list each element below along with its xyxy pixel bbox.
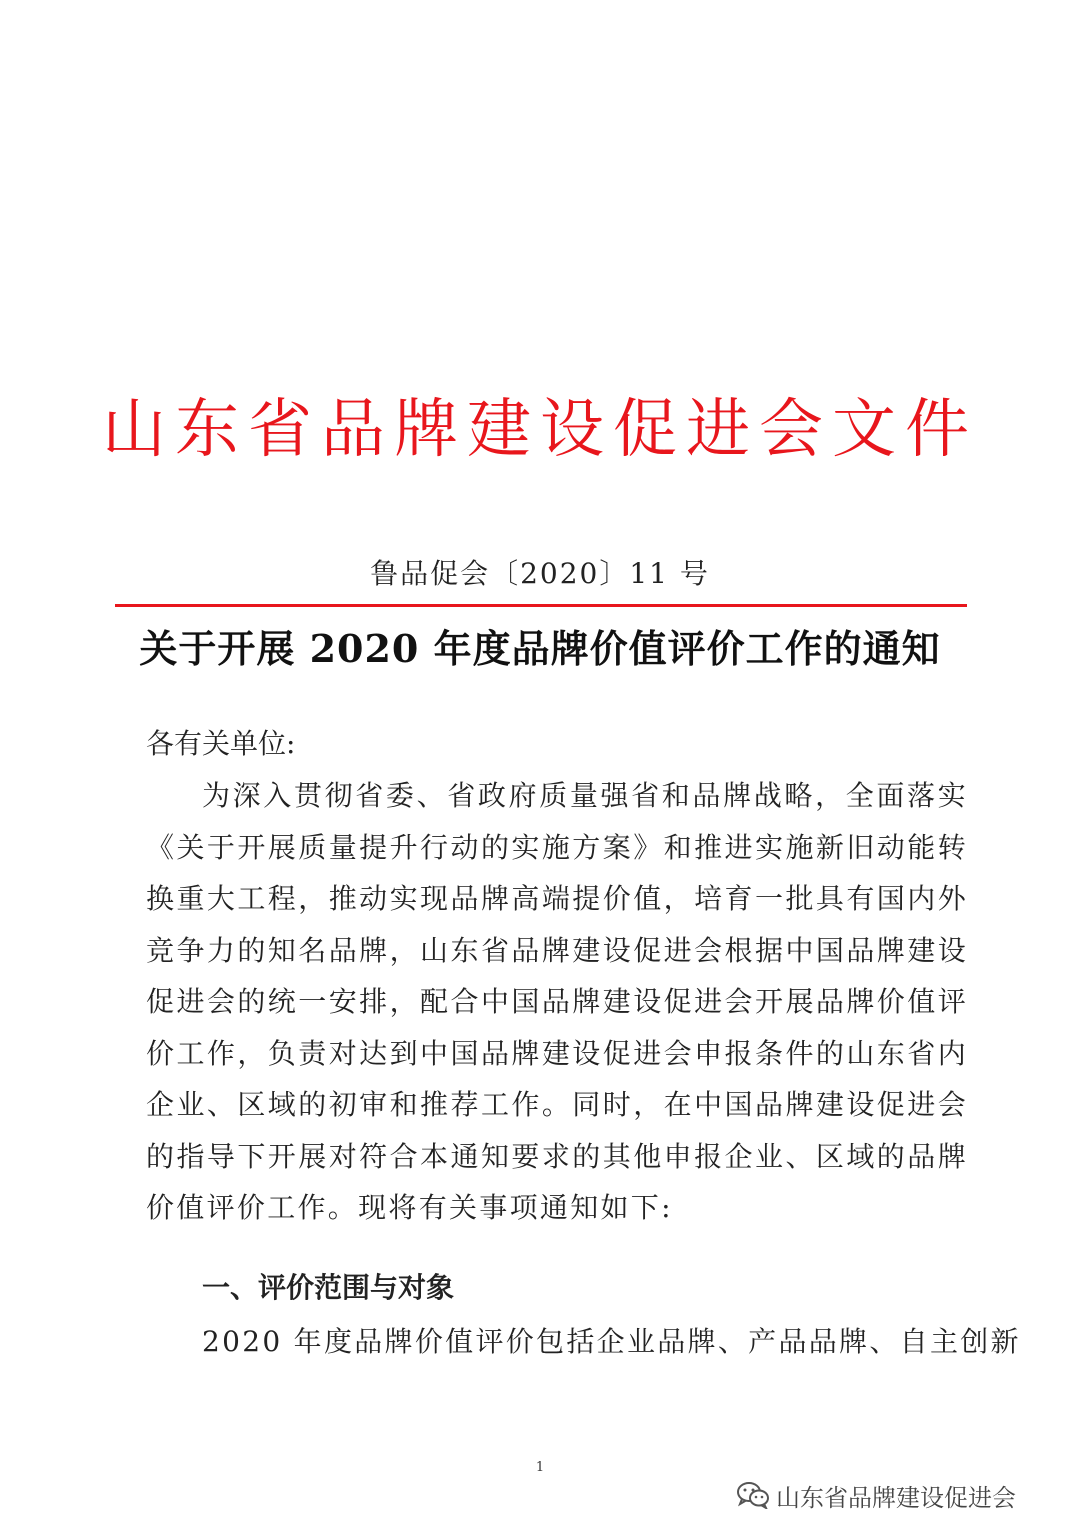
wechat-icon (736, 1481, 770, 1509)
document-title: 关于开展 2020 年度品牌价值评价工作的通知 (139, 626, 941, 671)
red-divider-line (115, 604, 967, 607)
document-number: 鲁品促会〔2020〕11 号 (370, 557, 710, 590)
body-paragraph: 为深入贯彻省委、省政府质量强省和品牌战略，全面落实《关于开展质量提升行动的实施方案》和推进实施新旧动能转换重大工程，推动实现品牌高端提价值，培育一批具有国内外竞争力的知名品牌，山东省品牌建设促进会根据中国品牌建设促进会的统一安排，配合中国品牌建设促进会开展品牌价值评价工作，负责对达到中国品牌建设促进会申报条件的山东省内企业、区域的初审和推荐工作。同时，在中国品牌建设促进会的指导下开展对符合本通知要求的其他申报企业、区域的品牌价值评价工作。现将有关事项通知如下: (146, 779, 968, 1224)
page-number: 1 (535, 1460, 545, 1475)
section-heading: 一、评价范围与对象 (202, 1271, 455, 1304)
org-file-header: 山东省品牌建设促进会文件 (102, 393, 978, 467)
watermark-text: 山东省品牌建设促进会 (776, 1483, 1016, 1512)
wechat-watermark (736, 1475, 1016, 1515)
section-paragraph: 2020 年度品牌价值评价包括企业品牌、产品品牌、自主创新 (202, 1325, 1021, 1358)
salutation: 各有关单位: (146, 727, 296, 760)
